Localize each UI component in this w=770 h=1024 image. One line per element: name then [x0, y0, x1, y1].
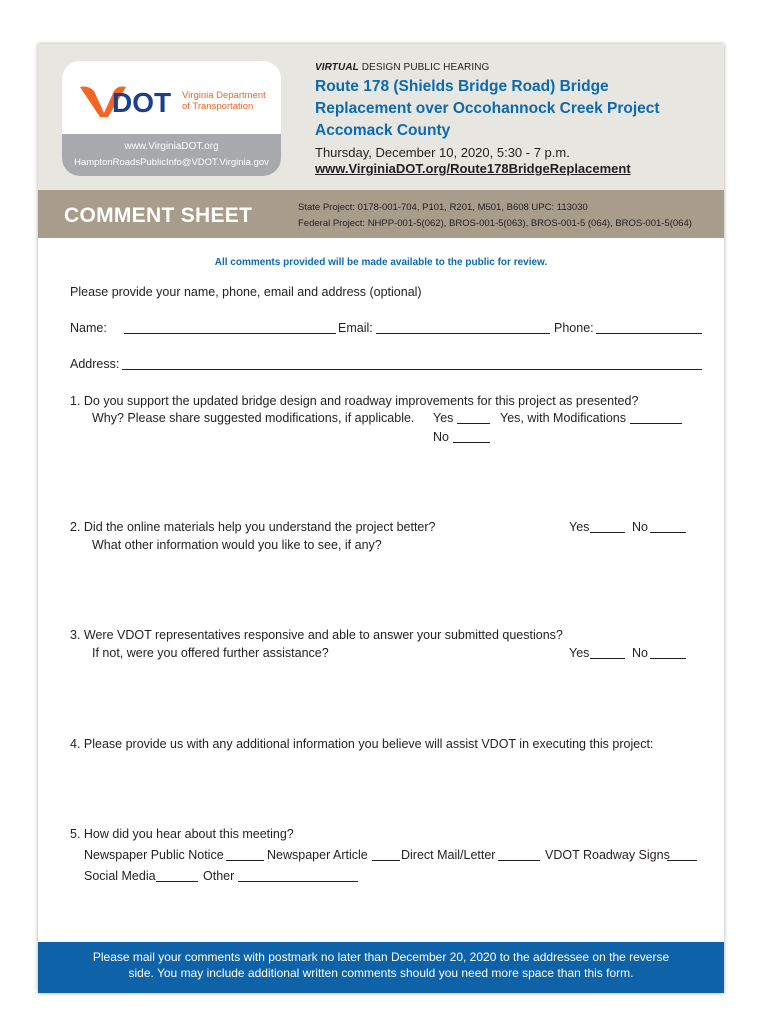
q1-yes-mod-label: Yes, with Modifications [500, 411, 626, 425]
footer-line-2: side. You may include additional written comments should you need more space than this form. [128, 966, 634, 980]
agency-name [182, 90, 266, 112]
name-label: Name: [70, 321, 107, 335]
q5-social-media-field[interactable] [156, 869, 198, 882]
address-field[interactable] [122, 357, 702, 370]
header [38, 44, 724, 190]
q2-no-field[interactable] [650, 520, 686, 533]
q3-no-field[interactable] [650, 646, 686, 659]
public-notice: All comments provided will be made available to the public for review. [214, 257, 548, 268]
q2-yes-field[interactable] [590, 520, 625, 533]
email-label: Email: [338, 321, 373, 335]
email-link[interactable]: HamptonRoadsPublicInfo@VDOT.Virginia.gov [74, 157, 269, 168]
state-project: State Project: 0178-001-704, P101, R201, M501, B608 UPC: 113030 [298, 202, 588, 213]
comment-sheet [38, 44, 724, 993]
q5-newspaper-notice-field[interactable] [226, 848, 264, 861]
svg-text:DOT: DOT [112, 87, 172, 118]
q1-no-field[interactable] [453, 430, 490, 443]
phone-label: Phone: [554, 321, 594, 335]
question-4: 4. Please provide us with any additional information you believe will assist VDOT in executing this project: [70, 737, 654, 751]
q5-roadway-signs-label: VDOT Roadway Signs [545, 848, 670, 862]
q5-newspaper-notice-label: Newspaper Public Notice [84, 848, 224, 862]
vdot-logo-card [62, 61, 281, 176]
q1-no-label: No [433, 430, 449, 444]
hearing-title-block [315, 60, 715, 176]
q1-yes-mod-field[interactable] [630, 411, 682, 424]
name-field[interactable] [124, 321, 336, 334]
q5-other-field[interactable] [238, 869, 358, 882]
hearing-date: Thursday, December 10, 2020, 5:30 - 7 p.m. [315, 145, 570, 160]
project-web-link[interactable]: www.VirginiaDOT.org/Route178BridgeReplacement [315, 161, 631, 176]
contact-intro: Please provide your name, phone, email and address (optional) [70, 285, 422, 299]
comment-sheet-band [38, 190, 724, 238]
q3-no-label: No [632, 646, 648, 660]
agency-line-2: of Transportation [182, 101, 254, 112]
federal-project: Federal Project: NHPP-001-5(062), BROS-001-5(063), BROS-001-5 (064), BROS-001-5(064) [298, 218, 692, 229]
phone-field[interactable] [596, 321, 702, 334]
q5-roadway-signs-field[interactable] [667, 848, 697, 861]
email-field[interactable] [376, 321, 550, 334]
q5-newspaper-article-field[interactable] [372, 848, 400, 861]
project-title: Route 178 (Shields Bridge Road) Bridge Replacement over Occohannock Creek Project Accomack County [315, 78, 660, 139]
question-5: 5. How did you hear about this meeting? [70, 827, 294, 841]
q1-yes-label: Yes [433, 411, 454, 425]
question-3-followup: If not, were you offered further assistance? [92, 646, 329, 660]
q2-yes-label: Yes [569, 520, 590, 534]
question-1: 1. Do you support the updated bridge design and roadway improvements for this project as presented? [70, 394, 639, 408]
agency-line-1: Virginia Department [182, 90, 266, 101]
q5-social-media-label: Social Media [84, 869, 156, 883]
website-link[interactable]: www.VirginiaDOT.org [124, 141, 219, 152]
question-3: 3. Were VDOT representatives responsive and able to answer your submitted questions? [70, 628, 563, 642]
address-label: Address: [70, 357, 120, 371]
q3-yes-field[interactable] [590, 646, 625, 659]
hearing-kicker: VIRTUAL DESIGN PUBLIC HEARING [315, 62, 490, 73]
mailing-instructions [38, 942, 724, 993]
q5-newspaper-article-label: Newspaper Article [267, 848, 368, 862]
question-2: 2. Did the online materials help you understand the project better? [70, 520, 436, 534]
q3-yes-label: Yes [569, 646, 590, 660]
comment-sheet-title: COMMENT SHEET [64, 204, 253, 227]
footer-line-1: Please mail your comments with postmark no later than December 20, 2020 to the addressee on the reverse [92, 950, 670, 964]
q1-yes-field[interactable] [457, 411, 490, 424]
project-ids [298, 200, 692, 232]
q5-other-label: Other [203, 869, 235, 883]
q5-direct-mail-label: Direct Mail/Letter [401, 848, 496, 862]
question-2-followup: What other information would you like to see, if any? [92, 538, 382, 552]
q2-no-label: No [632, 520, 648, 534]
question-1-followup: Why? Please share suggested modifications, if applicable. [92, 411, 415, 425]
q5-direct-mail-field[interactable] [498, 848, 540, 861]
